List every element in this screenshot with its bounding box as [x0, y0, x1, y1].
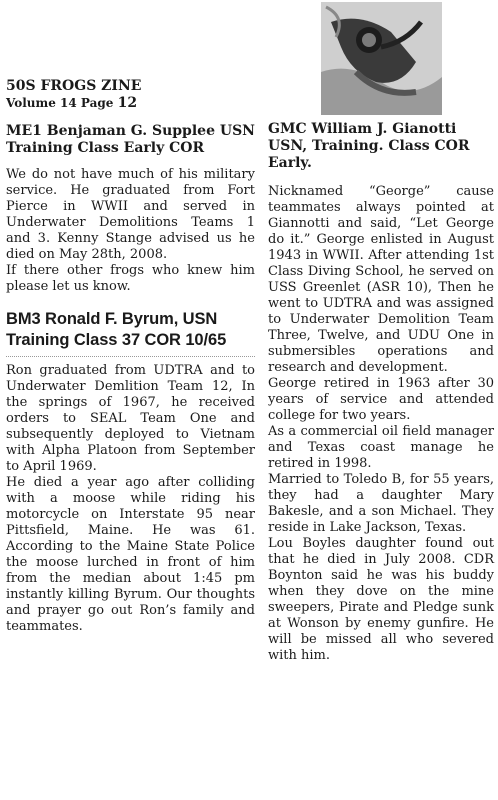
paragraph: Nicknamed “George” cause teammates always pointed at Giannotti and said, “Let George do it.” George enlisted in August 1943 in WWII. After attending 1st Class Diving School, he served on USS Greenlet (ASR 10), Then he went to UDTRA and was assigned to Underwater Demolition Team Three, Twelve, and UDU One in submersibles operations and research and development.: [268, 184, 494, 375]
paragraph: George retired in 1963 after 30 years of service and attended college for two years.: [268, 376, 494, 423]
diver-photo: [321, 2, 442, 115]
article-heading-byrum: BM3 Ronald F. Byrum, USN Training Class 37 COR 10/65: [6, 310, 227, 349]
paragraph: He died a year ago after colliding with a moose while riding his motorcycle on Interstate 95 near Pittsfield, Maine. He was 61. According to the Maine State Police the moose lurched in front of him from the median about 1:45 pm instantly killing Byrum. Our thoughts and prayer go out Ron’s family and teammates.: [6, 475, 255, 634]
divider: [6, 356, 255, 357]
article-body-gianotti: [268, 184, 494, 664]
left-column: [6, 78, 255, 635]
paragraph: If there other frogs who knew him please let us know.: [6, 263, 255, 294]
paragraph: As a commercial oil field manager and Texas coast manage he retired in 1998.: [268, 424, 494, 471]
volume-line: [6, 96, 255, 111]
paragraph: We do not have much of his military service. He graduated from Fort Pierce in WWII and served in Underwater Demolitions Teams 1 and 3. Kenny Stange advised us he died on May 28th, 2008.: [6, 167, 255, 262]
paragraph: Married to Toledo B, for 55 years, they had a daughter Mary Bakesle, and a son Michael. They reside in Lake Jackson, Texas.: [268, 472, 494, 535]
paragraph: Ron graduated from UDTRA and to Underwater Demlition Team 12, In the springs of 1967, he received orders to SEAL Team One and subsequently deployed to Vietnam with Alpha Platoon from September to April 1969.: [6, 363, 255, 474]
article-body-byrum: [6, 363, 255, 635]
right-column: [268, 0, 494, 664]
page-number: 12: [117, 95, 138, 111]
zine-title: 50S FROGS ZINE: [6, 78, 142, 94]
paragraph: Lou Boyles daughter found out that he died in July 2008. CDR Boynton said he was his buddy when they dove on the mine sweepers, Pirate and Pledge sunk at Wonson by enemy gunfire. He will be missed all who severed with him.: [268, 536, 494, 663]
diver-photo-image: [321, 2, 442, 115]
article-body-supplee: [6, 167, 255, 295]
volume-label: Volume 14 Page: [6, 96, 114, 110]
article-heading-supplee: ME1 Benjaman G. Supplee USN Training Class Early COR: [6, 123, 255, 156]
article-heading-gianotti: GMC William J. Gianotti USN, Training. Class COR Early.: [268, 121, 470, 171]
